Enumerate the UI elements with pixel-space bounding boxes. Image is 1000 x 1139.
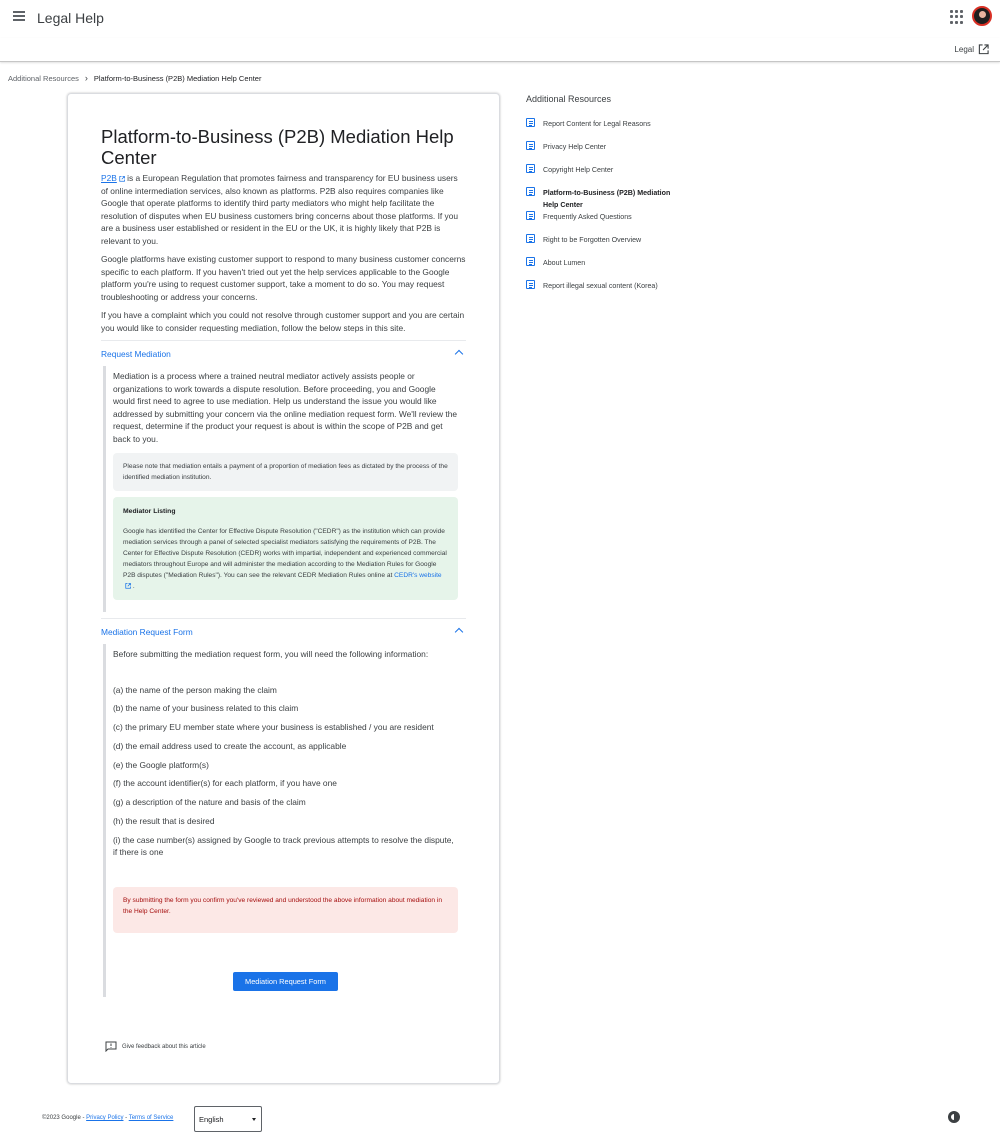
intro-paragraph-2: Google platforms have existing customer support to respond to many business customer concerns specific to each platform. If you haven't tried out yet the help services applicable to the Google platform you're using to request customer support, take a moment to do so. You may request troubleshooting or address your concerns. bbox=[101, 254, 466, 302]
legal-link-label: Legal bbox=[954, 45, 974, 54]
confirmation-warning: By submitting the form you confirm you've reviewed and understood the above information about mediation in the Help Center. bbox=[113, 887, 458, 933]
google-apps-icon[interactable] bbox=[950, 10, 964, 24]
article-icon bbox=[526, 118, 535, 127]
sidebar-item-report-content[interactable]: Report Content for Legal Reasons bbox=[526, 118, 686, 141]
chevron-up-icon bbox=[455, 350, 463, 358]
article-icon bbox=[526, 211, 535, 220]
sidebar-item-privacy[interactable]: Privacy Help Center bbox=[526, 141, 686, 164]
sidebar-item-copyright[interactable]: Copyright Help Center bbox=[526, 164, 686, 187]
article-content bbox=[101, 126, 466, 997]
intro-paragraph-1-text: is a European Regulation that promotes fairness and transparency for EU business users of online intermediation services, also known as platforms. P2B also requires companies like Google that operate platforms to identify third party mediators who might help facilitate the resolution of disputes when EU business customers bring concerns about those platforms. If you are a business user established or resident in the EU or the UK, it is highly likely that P2B is relevant to you. bbox=[101, 173, 459, 246]
list-item: (h) the result that is desired bbox=[113, 816, 215, 827]
main-menu-icon[interactable] bbox=[10, 9, 28, 25]
app-title[interactable]: Legal Help bbox=[37, 10, 104, 26]
mediation-request-form-button[interactable]: Mediation Request Form bbox=[233, 972, 338, 991]
feedback-label: Give feedback about this article bbox=[122, 1043, 206, 1050]
cta-container bbox=[113, 971, 458, 991]
article-icon bbox=[526, 257, 535, 266]
dropdown-arrow-icon bbox=[252, 1118, 256, 1121]
article-icon bbox=[526, 234, 535, 243]
breadcrumb-additional-resources[interactable]: Additional Resources bbox=[8, 73, 79, 83]
accordion-title: Mediation Request Form bbox=[101, 627, 193, 637]
list-item: (f) the account identifier(s) for each platform, if you have one bbox=[113, 778, 337, 789]
list-item: (c) the primary EU member state where your business is established / you are resident bbox=[113, 722, 434, 733]
privacy-policy-link[interactable]: Privacy Policy bbox=[86, 1115, 124, 1121]
list-item: (e) the Google platform(s) bbox=[113, 759, 209, 770]
chevron-right-icon: › bbox=[84, 73, 88, 83]
article-icon bbox=[526, 164, 535, 173]
sidebar-item-faq[interactable]: Frequently Asked Questions bbox=[526, 211, 686, 234]
mediator-listing-title: Mediator Listing bbox=[123, 508, 176, 515]
sidebar-item-rtbf[interactable]: Right to be Forgotten Overview bbox=[526, 234, 686, 257]
p2b-link[interactable]: P2B bbox=[101, 173, 117, 183]
external-link-icon bbox=[978, 44, 989, 55]
list-item: (a) the name of the person making the claim bbox=[113, 684, 277, 695]
sidebar-item-p2b[interactable]: Platform-to-Business (P2B) Mediation Help Center bbox=[526, 187, 686, 211]
avatar[interactable] bbox=[972, 6, 992, 26]
fee-note: Please note that mediation entails a payment of a proportion of mediation fees as dictated by the process of the identified mediation institution. bbox=[113, 453, 458, 491]
sidebar-item-korea[interactable]: Report illegal sexual content (Korea) bbox=[526, 280, 686, 303]
list-item: (d) the email address used to create the account, as applicable bbox=[113, 740, 347, 751]
list-item: (b) the name of your business related to this claim bbox=[113, 703, 299, 714]
language-value: English bbox=[199, 1115, 224, 1124]
cedr-website-link[interactable]: CEDR's website bbox=[394, 572, 442, 579]
chevron-up-icon bbox=[455, 628, 463, 636]
intro-paragraph-1 bbox=[101, 172, 466, 247]
accordion-mediation-request-form[interactable] bbox=[101, 618, 466, 644]
request-form-intro: Before submitting the mediation request form, you will need the following information: bbox=[113, 649, 429, 659]
accordion-body-request-mediation bbox=[103, 366, 466, 612]
mediator-listing-text: Google has identified the Center for Effective Dispute Resolution ("CEDR") as the institution which can provide mediation services through a panel of selected specialist mediators satisfying the requirements of P2B. The Center for Effective Dispute Resolution (CEDR) works with impartial, independent and experienced commercial mediators throughout Europe and will administer the mediation according to the Mediation Rules for Google P2B disputes ("Mediation Rules"). You can see the relevant CEDR Mediation Rules online at CEDR's website . bbox=[123, 528, 447, 590]
sidebar-item-lumen[interactable]: About Lumen bbox=[526, 257, 686, 280]
intro-paragraph-3: If you have a complaint which you could not resolve through customer support and you are certain you would like to consider requesting mediation, follow the below steps in this site. bbox=[101, 310, 465, 333]
secondary-bar bbox=[0, 38, 1000, 62]
top-app-bar bbox=[0, 0, 1000, 34]
list-item: (i) the case number(s) assigned by Google to track previous attempts to resolve the dispute, if there is one bbox=[113, 834, 454, 858]
terms-of-service-link[interactable]: Terms of Service bbox=[128, 1115, 174, 1121]
footer bbox=[42, 1106, 972, 1132]
mediator-listing-box bbox=[113, 497, 458, 600]
page-title: Platform-to-Business (P2B) Mediation Help Center bbox=[101, 126, 454, 168]
breadcrumb-current: Platform-to-Business (P2B) Mediation Help Center bbox=[93, 73, 262, 83]
sidebar-title: Additional Resources bbox=[526, 94, 612, 104]
copyright: ©2023 Google bbox=[42, 1115, 81, 1121]
language-select[interactable] bbox=[194, 1106, 262, 1132]
legal-link[interactable] bbox=[954, 44, 989, 55]
sidebar-list bbox=[526, 118, 686, 303]
article-card bbox=[67, 93, 500, 1084]
article-icon bbox=[526, 280, 535, 289]
article-icon bbox=[526, 141, 535, 150]
list-item: (g) a description of the nature and basis of the claim bbox=[113, 797, 306, 808]
feedback-icon bbox=[105, 1041, 117, 1052]
accordion-body-request-form bbox=[103, 644, 466, 997]
dark-mode-toggle-icon[interactable] bbox=[948, 1111, 960, 1123]
accordion-request-mediation[interactable] bbox=[101, 340, 466, 366]
accordion-title: Request Mediation bbox=[101, 349, 171, 359]
breadcrumb bbox=[8, 73, 261, 83]
mediation-description: Mediation is a process where a trained neutral mediator actively assists people or organizations to work towards a dispute resolution. Before proceeding, you and Google would first need to agree to use mediation. Help us understand the issue you would like addressed by submitting your concern via the online mediation request form. We'll review the request, determine if the product your request is about is within the scope of P2B and get back to you. bbox=[113, 371, 458, 444]
footer-links: ©2023 Google - Privacy Policy - Terms of Service bbox=[42, 1115, 174, 1121]
article-icon bbox=[526, 187, 535, 196]
give-feedback-link[interactable] bbox=[105, 1041, 206, 1052]
